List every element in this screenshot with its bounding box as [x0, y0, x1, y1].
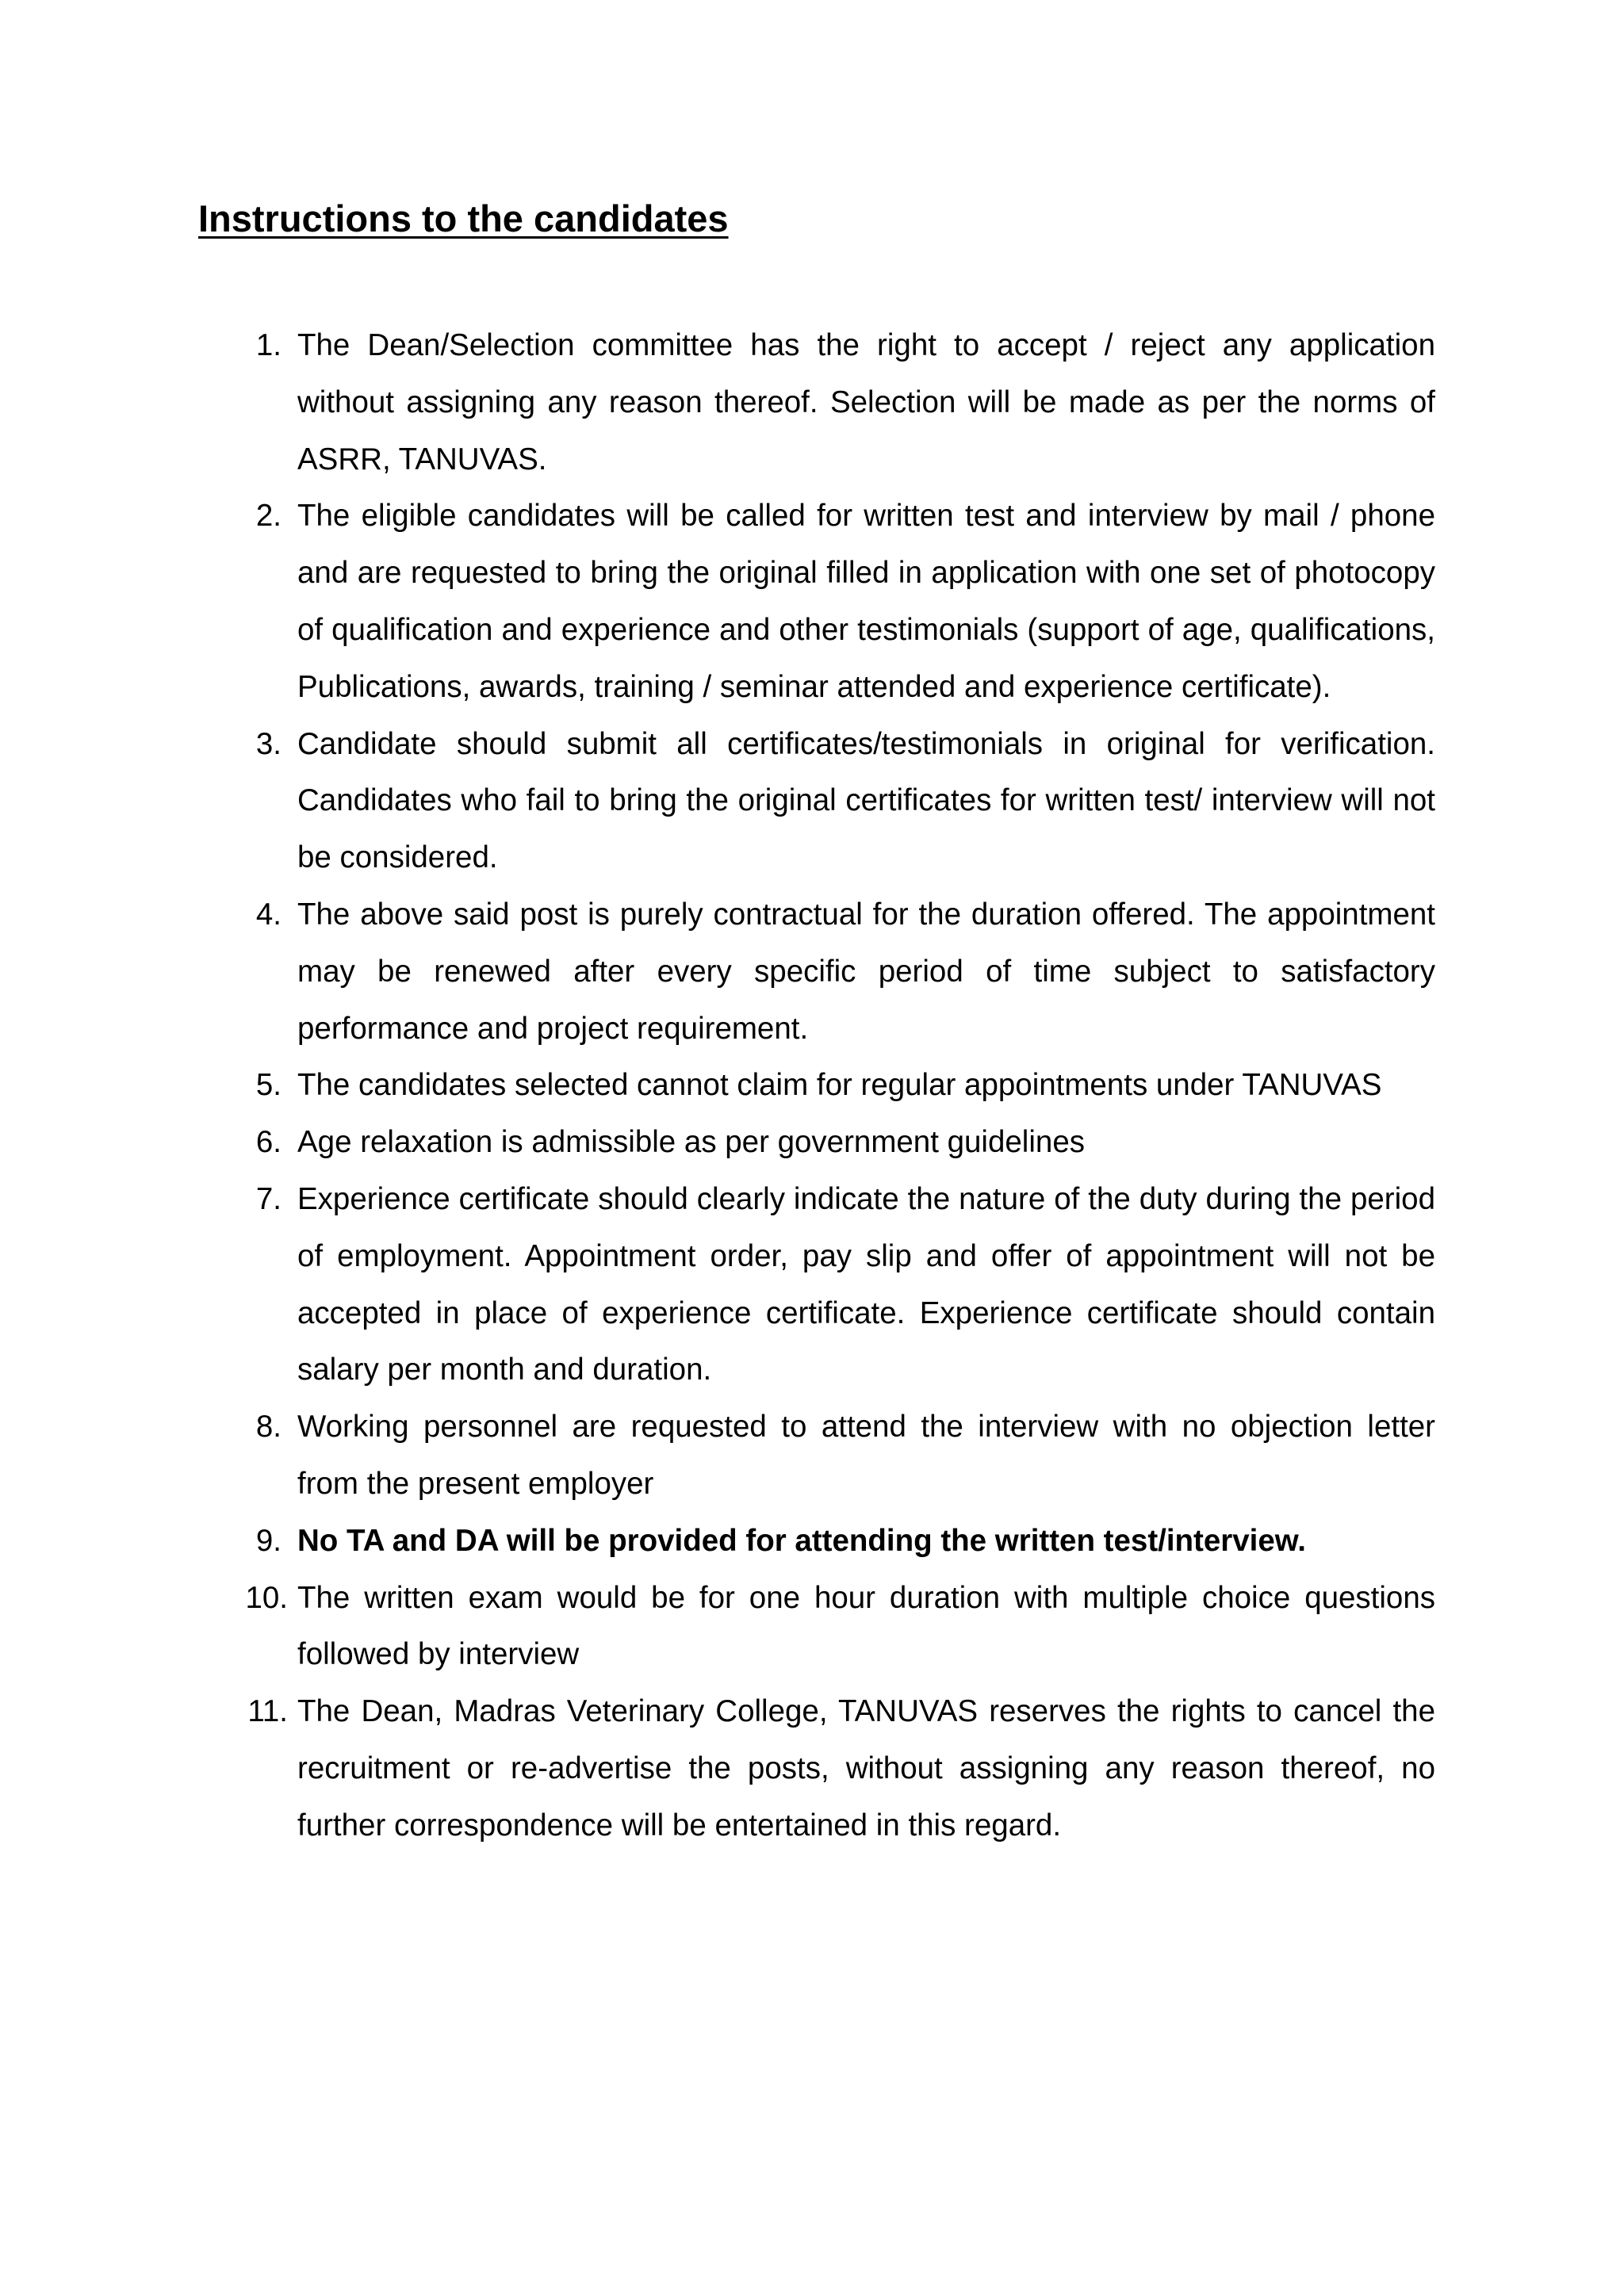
item-text: The Dean/Selection committee has the right to accept / reject any application without assigning any reason thereof. Selection will be made as per the norms of ASRR, TANUVAS.	[297, 328, 1435, 476]
item-number: 5.	[255, 1068, 282, 1103]
item-number: 3.	[255, 726, 282, 761]
item-number: 4.	[255, 897, 282, 932]
list-item-3	[198, 716, 1435, 886]
item-number: 6.	[255, 1125, 282, 1160]
item-number: 10.	[245, 1580, 288, 1615]
item-number: 2.	[255, 499, 282, 534]
list-item-7	[198, 1171, 1435, 1399]
item-number: 8.	[255, 1410, 282, 1445]
list-item-5	[198, 1057, 1435, 1114]
item-text: The candidates selected cannot claim for regular appointments under TANUVAS	[297, 1068, 1382, 1103]
page-title: Instructions to the candidates	[198, 197, 729, 239]
item-number: 7.	[255, 1181, 282, 1216]
instructions-list	[198, 317, 1435, 1854]
list-item-10	[198, 1570, 1435, 1684]
item-text: Working personnel are requested to attend the interview with no objection letter from the present employer	[297, 1410, 1435, 1501]
item-text: The eligible candidates will be called for written test and interview by mail / phone and are requested to bring the original filled in application with one set of photocopy of qualification and experience and other testimonials (support of age, qualifications, Publications, awards, training / seminar attended and experience certificate).	[297, 499, 1435, 704]
item-text: Experience certificate should clearly indicate the nature of the duty during the period of employment. Appointment order, pay slip and offer of appointment will not be accepted in place of experience certificate. Experience certificate should contain salary per month and duration.	[297, 1181, 1435, 1387]
item-text: The Dean, Madras Veterinary College, TANUVAS reserves the rights to cancel the recruitment or re-advertise the posts, without assigning any reason thereof, no further correspondence will be entertained in this regard.	[297, 1694, 1435, 1843]
list-item-9	[198, 1513, 1435, 1570]
item-text: The above said post is purely contractual for the duration offered. The appointment may be renewed after every specific period of time subject to satisfactory performance and project requirement.	[297, 897, 1435, 1046]
list-item-4	[198, 886, 1435, 1057]
item-number: 9.	[255, 1523, 282, 1558]
list-item-2	[198, 488, 1435, 715]
item-number: 1.	[255, 328, 282, 362]
list-item-6	[198, 1114, 1435, 1171]
list-item-8	[198, 1399, 1435, 1513]
item-text-bold: No TA and DA will be provided for attending the written test/interview.	[297, 1523, 1307, 1558]
list-item-11	[198, 1683, 1435, 1854]
item-text: Age relaxation is admissible as per government guidelines	[297, 1125, 1085, 1160]
item-number: 11.	[247, 1694, 288, 1729]
item-text: The written exam would be for one hour duration with multiple choice questions followed by interview	[297, 1580, 1435, 1672]
list-item-1	[198, 317, 1435, 488]
item-text: Candidate should submit all certificates/testimonials in original for verification. Candidates who fail to bring the original certificates for written test/ interview will not be considered.	[297, 726, 1435, 875]
